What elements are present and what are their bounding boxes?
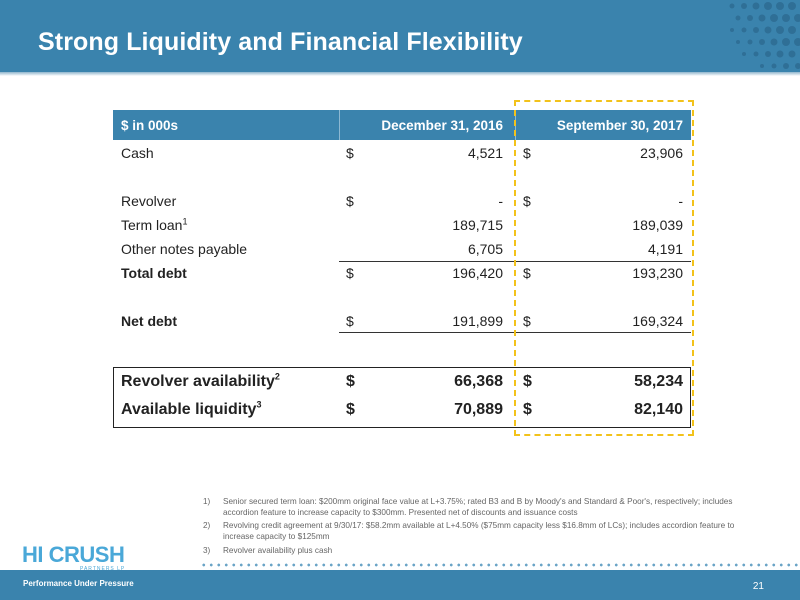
value-2016: 4,521 [467,145,503,161]
dollar-sign: $ [523,265,531,281]
title-bar-shadow [0,72,800,76]
footnotes [203,497,743,559]
value-2017: 58,234 [634,373,683,390]
header-sep-2017: September 30, 2017 [556,118,683,133]
row-label: Other notes payable [121,241,248,257]
slide-title: Strong Liquidity and Financial Flexibility [38,28,523,56]
dollar-sign: $ [346,265,354,281]
dollar-sign: $ [346,401,355,418]
logo-subtitle: PARTNERS LP [80,566,126,572]
page-number: 21 [752,581,764,592]
value-2017: - [678,193,683,209]
row-label-text: Available liquidity [121,401,257,418]
value-2017: 82,140 [634,401,683,418]
footnote [203,497,743,518]
footnote-text: Revolver availability plus cash [223,545,333,555]
row-label-text: Term loan [121,217,183,233]
value-2016: 191,899 [452,313,503,329]
row-label [121,401,261,419]
row-label [121,217,187,233]
dollar-sign: $ [523,145,531,161]
dollar-sign: $ [346,373,355,390]
value-2017: 193,230 [632,265,683,281]
row-label: Total debt [121,265,187,281]
logo-name: HI CRUSH [22,542,125,567]
logo-tagline: Performance Under Pressure [23,579,134,588]
dollar-sign: $ [523,193,531,209]
hi-crush-logo [22,542,162,592]
footnote-ref: 3 [256,399,262,410]
dollar-sign: $ [523,401,532,418]
value-2016: 70,889 [454,401,503,418]
dollar-sign: $ [523,313,531,329]
dollar-sign: $ [346,145,354,161]
value-2016: 196,420 [452,265,503,281]
footnote-text: Revolving credit agreement at 9/30/17: $58.2mm available at L+4.50% ($75mm capacity less $16.8mm of LCs); includes accordion feature to increase capacity to $125mm [223,521,735,541]
value-2016: - [498,193,503,209]
row-label: Cash [121,145,154,161]
footnote-number: 3) [203,545,211,555]
value-2017: 189,039 [632,217,683,233]
footnote [203,546,743,557]
footnote [203,521,743,542]
value-2016: 6,705 [467,241,503,257]
footer-dot-divider [200,563,800,567]
sep-2017-highlight-frame [514,100,694,436]
value-2017: 4,191 [647,241,683,257]
row-label: Net debt [121,313,177,329]
value-2016: 66,368 [454,373,503,390]
dollar-sign: $ [523,373,532,390]
dot-pattern-decoration [710,0,800,72]
value-2017: 23,906 [640,145,683,161]
row-label [121,373,280,391]
value-2016: 189,715 [452,217,503,233]
header-dec-2016: December 31, 2016 [381,118,503,133]
dollar-sign: $ [346,313,354,329]
value-2017: 169,324 [632,313,683,329]
footnote-ref: 2 [274,371,280,382]
row-label: Revolver [121,193,177,209]
footnote-number: 2) [203,521,211,531]
footnote-text: Senior secured term loan: $200mm original face value at L+3.75%; rated B3 and B by Moody's and Standard & Poor's, respectively; includes accordion feature to increase capacity to $300mm. Presented net of discounts and issuance costs [223,497,733,517]
row-label-text: Revolver availability [121,373,275,390]
header-units-label: $ in 000s [121,118,179,133]
header-divider [339,110,340,140]
dollar-sign: $ [346,193,354,209]
footnote-number: 1) [203,497,211,506]
footnote-ref: 1 [182,216,188,227]
